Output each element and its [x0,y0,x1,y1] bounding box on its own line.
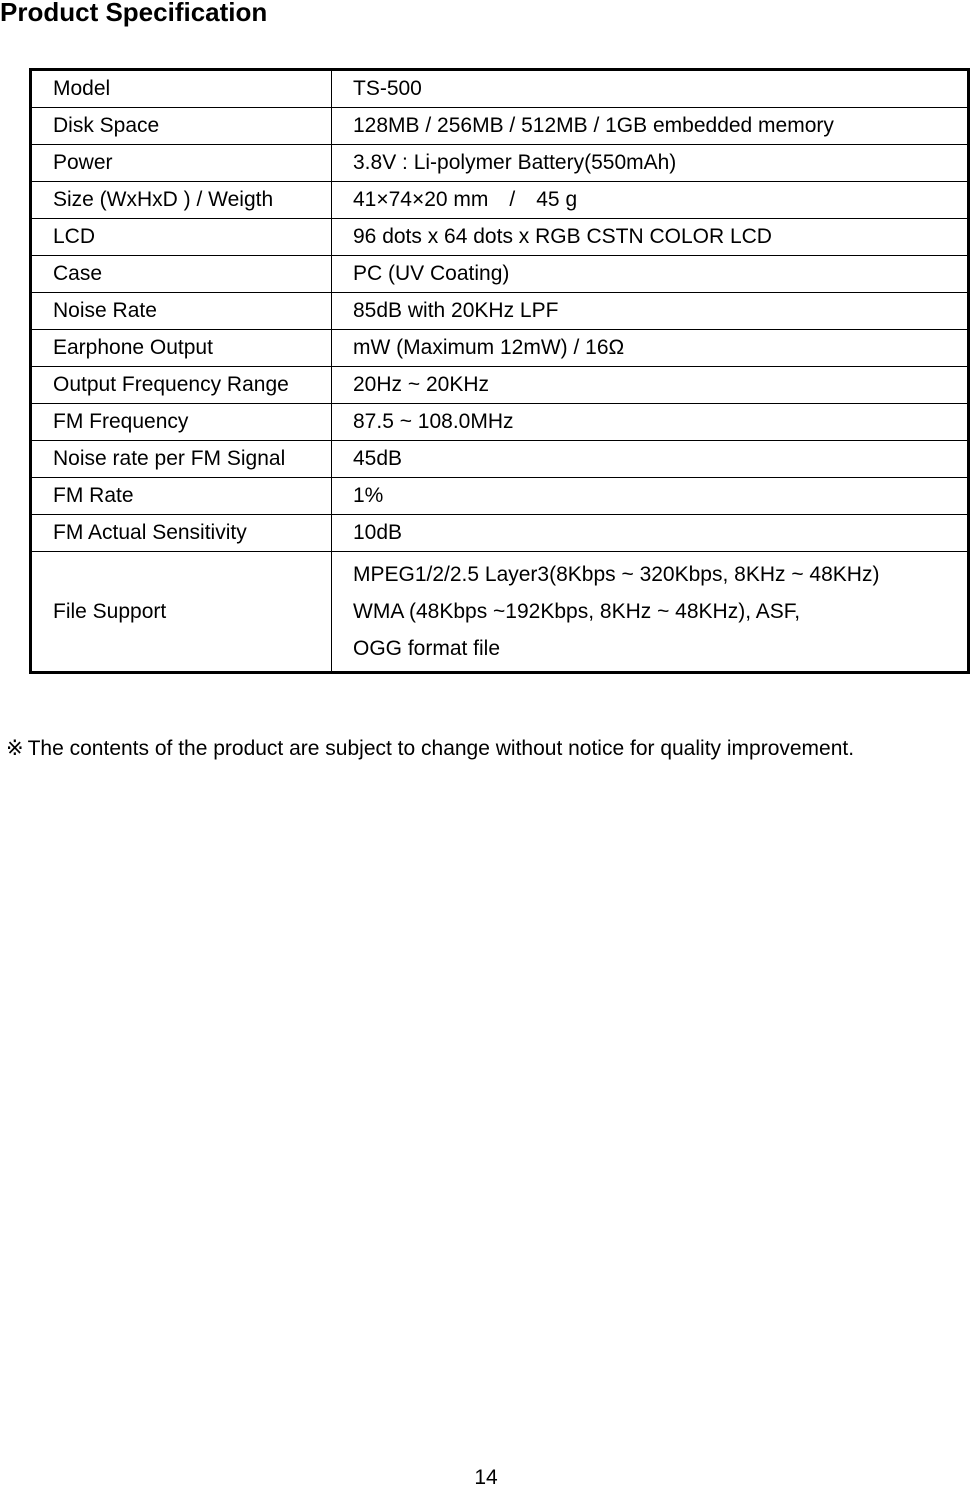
page-number: 14 [474,1466,498,1489]
spec-label: Output Frequency Range [31,367,332,404]
spec-table [29,68,970,674]
spec-label: FM Frequency [31,404,332,441]
spec-label: Power [31,145,332,182]
spec-value: 45dB [332,441,969,478]
spec-row-earphone-output [31,330,969,367]
disclaimer-note [6,736,854,762]
spec-label: Disk Space [31,108,332,145]
spec-row-power [31,145,969,182]
page-title: Product Specification [0,0,268,27]
spec-value: 3.8V : Li-polymer Battery(550mAh) [332,145,969,182]
spec-value: PC (UV Coating) [332,256,969,293]
spec-value: mW (Maximum 12mW) / 16Ω [332,330,969,367]
spec-row-size-weight [31,182,969,219]
spec-label: FM Actual Sensitivity [31,515,332,552]
spec-value: 87.5 ~ 108.0MHz [332,404,969,441]
spec-row-noise-rate [31,293,969,330]
spec-row-fm-frequency [31,404,969,441]
spec-label: File Support [31,552,332,673]
spec-label: Noise Rate [31,293,332,330]
spec-value: 20Hz ~ 20KHz [332,367,969,404]
spec-value: 128MB / 256MB / 512MB / 1GB embedded memory [332,108,969,145]
spec-label: Case [31,256,332,293]
spec-row-fm-rate [31,478,969,515]
spec-label: LCD [31,219,332,256]
file-support-line: OGG format file [353,637,501,660]
spec-row-case [31,256,969,293]
spec-value-multiline [332,552,969,673]
file-support-line: WMA (48Kbps ~192Kbps, 8KHz ~ 48KHz), ASF, [353,600,801,623]
spec-row-fm-sensitivity [31,515,969,552]
spec-value: 85dB with 20KHz LPF [332,293,969,330]
spec-label: Earphone Output [31,330,332,367]
disclaimer-text: The contents of the product are subject to change without notice for quality improvement. [27,737,855,760]
spec-value: 10dB [332,515,969,552]
spec-row-lcd [31,219,969,256]
spec-value: 41×74×20 mm / 45 g [332,182,969,219]
file-support-line: MPEG1/2/2.5 Layer3(8Kbps ~ 320Kbps, 8KHz ~ 48KHz) [353,563,880,586]
spec-value: 1% [332,478,969,515]
spec-row-disk-space [31,108,969,145]
spec-value: 96 dots x 64 dots x RGB CSTN COLOR LCD [332,219,969,256]
spec-row-output-frequency-range [31,367,969,404]
reference-mark-icon: ※ [6,737,24,760]
spec-label: FM Rate [31,478,332,515]
spec-label: Model [31,70,332,108]
spec-label: Noise rate per FM Signal [31,441,332,478]
spec-row-noise-rate-fm [31,441,969,478]
spec-value: TS-500 [332,70,969,108]
spec-row-file-support [31,552,969,673]
spec-row-model [31,70,969,108]
spec-label: Size (WxHxD ) / Weigth [31,182,332,219]
